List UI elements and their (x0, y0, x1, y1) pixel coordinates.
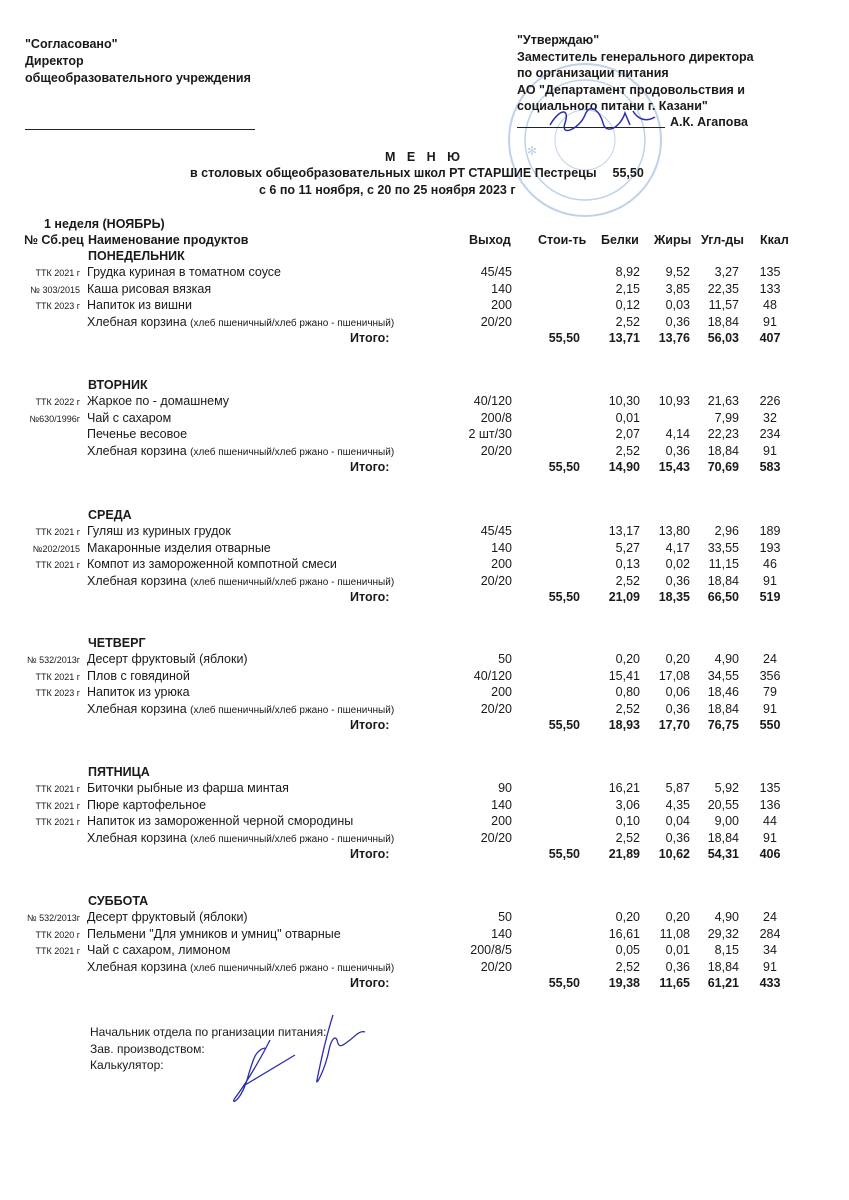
kcal-value: 356 (759, 668, 781, 683)
carbs-value: 4,90 (714, 910, 739, 924)
day-header-row (0, 765, 849, 781)
table-row (0, 315, 849, 331)
department-label-cont: социального питани г. Казани" (517, 99, 708, 113)
subtitle-text: в столовых общеобразовательных школ РТ СТАРШИЕ Пестрецы (190, 166, 597, 180)
table-row (0, 781, 849, 797)
total-cost: 55,50 (548, 847, 580, 861)
kcal-value: 133 (759, 281, 781, 296)
bread-note: (хлеб пшеничный/хлеб ржано - пшеничный) (190, 833, 395, 845)
total-row (0, 460, 849, 476)
total-carbs: 54,31 (707, 847, 739, 861)
protein-value: 2,52 (615, 830, 640, 845)
portion-output: 45/45 (480, 524, 512, 538)
protein-value: 0,05 (615, 943, 640, 957)
total-fat: 11,65 (659, 976, 690, 990)
total-kcal: 550 (759, 718, 781, 732)
protein-value: 10,30 (608, 394, 640, 408)
carbs-value: 18,84 (707, 314, 739, 329)
recipe-code: ТТК 2022 г (35, 397, 80, 407)
day-title: СУББОТА (88, 894, 149, 908)
dish-name: Биточки рыбные из фарша минтая (87, 781, 289, 795)
total-protein: 21,09 (608, 590, 640, 604)
portion-output: 50 (498, 652, 512, 666)
total-kcal: 407 (759, 331, 781, 345)
table-row (0, 411, 849, 427)
total-carbs: 70,69 (707, 460, 739, 474)
dish-name: Пюре картофельное (87, 797, 207, 812)
fat-value: 0,04 (665, 814, 690, 828)
portion-output: 40/120 (473, 394, 512, 408)
day-header-row (0, 894, 849, 910)
fat-value: 4,35 (665, 797, 690, 812)
kcal-value: 48 (763, 298, 777, 312)
table-row (0, 282, 849, 298)
portion-output: 20/20 (480, 959, 512, 974)
recipe-code: ТТК 2023 г (35, 301, 80, 311)
total-fat: 10,62 (658, 847, 690, 861)
kcal-value: 193 (759, 540, 781, 555)
portion-output: 200 (491, 814, 512, 828)
kcal-value: 46 (763, 557, 777, 571)
fat-value: 11,08 (659, 926, 690, 941)
protein-value: 0,13 (615, 557, 640, 571)
fat-value: 0,36 (665, 959, 690, 974)
total-carbs: 61,21 (707, 976, 739, 990)
svg-text:✻: ✻ (527, 144, 538, 158)
dish-name: Гуляш из куриных грудок (87, 524, 231, 538)
fat-value: 13,80 (658, 524, 690, 538)
fat-value: 0,36 (665, 314, 690, 329)
total-carbs: 66,50 (707, 590, 739, 604)
week-label: 1 неделя (НОЯБРЬ) (44, 217, 165, 231)
dish-name: Макаронные изделия отварные (87, 540, 271, 555)
recipe-code: ТТК 2021 г (35, 800, 80, 811)
fat-value: 3,85 (665, 281, 690, 296)
day-header-row (0, 249, 849, 265)
date-range: с 6 по 11 ноября, с 20 по 25 ноября 2023 г (259, 183, 516, 197)
recipe-code: ТТК 2020 г (35, 929, 80, 940)
kcal-value: 24 (763, 910, 777, 924)
table-row (0, 960, 849, 976)
portion-output: 90 (498, 781, 512, 795)
document-title: М Е Н Ю (384, 150, 465, 164)
total-cost: 55,50 (548, 590, 580, 604)
total-fat: 13,76 (658, 331, 690, 345)
recipe-code: ТТК 2023 г (35, 688, 80, 698)
total-label: Итого: (350, 847, 390, 861)
carbs-value: 33,55 (707, 540, 739, 555)
recipe-code: ТТК 2021 г (35, 784, 80, 794)
day-header-row (0, 378, 849, 394)
total-label: Итого: (350, 460, 390, 474)
dish-name: Плов с говядиной (87, 668, 190, 683)
col-header-fat: Жиры (654, 233, 692, 247)
approval-block-left (25, 36, 251, 87)
portion-output: 45/45 (480, 265, 512, 279)
total-kcal: 433 (759, 976, 781, 990)
signature-line-left (25, 129, 255, 130)
portion-output: 140 (491, 797, 512, 812)
approver-signature-icon (545, 103, 665, 133)
protein-value: 0,20 (615, 652, 640, 666)
table-row (0, 427, 849, 443)
fat-value: 9,52 (665, 265, 690, 279)
col-header-cost: Стои-ть (538, 233, 587, 247)
protein-value: 2,15 (615, 281, 640, 296)
carbs-value: 18,84 (707, 443, 739, 458)
fat-value: 0,36 (665, 573, 690, 588)
fat-value: 0,02 (665, 557, 690, 571)
recipe-code: № 303/2015 (30, 284, 80, 295)
carbs-value: 20,55 (707, 797, 739, 812)
protein-value: 2,52 (615, 959, 640, 974)
total-fat: 15,43 (658, 460, 690, 474)
document-subtitle (190, 166, 644, 180)
table-row (0, 669, 849, 685)
portion-output: 20/20 (480, 314, 512, 329)
table-row (0, 943, 849, 959)
recipe-code: ТТК 2021 г (35, 560, 80, 570)
total-label: Итого: (350, 331, 390, 345)
kcal-value: 34 (763, 943, 777, 957)
bread-note: (хлеб пшеничный/хлеб ржано - пшеничный) (190, 704, 395, 716)
fat-value: 0,03 (665, 298, 690, 312)
table-row (0, 652, 849, 668)
dish-name: Компот из замороженной компотной смеси (87, 557, 337, 571)
day-header-row (0, 636, 849, 652)
carbs-value: 18,84 (707, 701, 739, 716)
col-header-output: Выход (469, 233, 511, 247)
recipe-code: № 532/2013г (27, 655, 80, 665)
fat-value: 4,14 (665, 427, 690, 441)
portion-output: 140 (491, 540, 512, 555)
protein-value: 2,52 (615, 314, 640, 329)
total-carbs: 56,03 (707, 331, 739, 345)
handwritten-signatures-icon (225, 1010, 385, 1110)
table-row (0, 394, 849, 410)
table-row (0, 927, 849, 943)
total-protein: 19,38 (608, 976, 640, 990)
kcal-value: 91 (763, 701, 777, 716)
protein-value: 0,20 (615, 910, 640, 924)
portion-output: 20/20 (480, 443, 512, 458)
total-cost: 55,50 (548, 976, 580, 990)
fat-value: 4,17 (665, 540, 690, 555)
col-header-carbs: Угл-ды (701, 233, 744, 247)
subtitle-price: 55,50 (612, 166, 644, 180)
carbs-value: 18,46 (707, 685, 739, 699)
carbs-value: 18,84 (707, 830, 739, 845)
fat-value: 10,93 (658, 394, 690, 408)
recipe-code: ТТК 2021 г (35, 946, 80, 956)
fat-value: 0,01 (665, 943, 690, 957)
col-header-name: Наименование продуктов (88, 233, 249, 247)
total-carbs: 76,75 (707, 718, 739, 732)
table-row (0, 444, 849, 460)
carbs-value: 9,00 (714, 814, 739, 828)
table-row (0, 265, 849, 281)
protein-value: 2,52 (615, 701, 640, 716)
kcal-value: 135 (759, 265, 781, 279)
carbs-value: 2,96 (714, 524, 739, 538)
total-cost: 55,50 (548, 460, 580, 474)
table-row (0, 798, 849, 814)
total-kcal: 406 (759, 847, 781, 861)
kcal-value: 91 (763, 314, 777, 329)
carbs-value: 11,57 (708, 298, 739, 312)
department-label: АО "Департамент продовольствия и (517, 82, 745, 97)
portion-output: 200/8 (480, 410, 512, 425)
recipe-code: №630/1996г (29, 413, 80, 424)
table-row (0, 910, 849, 926)
day-title: ПЯТНИЦА (88, 765, 150, 779)
total-cost: 55,50 (548, 331, 580, 345)
director-label: Директор (25, 54, 84, 68)
portion-output: 200 (491, 685, 512, 699)
dish-name: Хлебная корзина (хлеб пшеничный/хлеб ржано - пшеничный) (87, 443, 395, 458)
total-kcal: 519 (759, 590, 781, 604)
dish-name: Жаркое по - домашнему (87, 394, 230, 408)
fat-value: 17,08 (658, 668, 690, 683)
total-row (0, 718, 849, 734)
carbs-value: 7,99 (714, 410, 739, 425)
protein-value: 0,10 (615, 814, 640, 828)
carbs-value: 3,27 (714, 265, 739, 279)
dish-name: Хлебная корзина (хлеб пшеничный/хлеб ржано - пшеничный) (87, 959, 395, 974)
kcal-value: 226 (759, 394, 781, 408)
recipe-code: № 532/2013г (27, 913, 80, 923)
dish-name: Десерт фруктовый (яблоки) (87, 910, 248, 924)
dish-name: Хлебная корзина (хлеб пшеничный/хлеб ржано - пшеничный) (87, 314, 395, 329)
dish-name: Напиток из замороженной черной смородины (87, 814, 354, 828)
carbs-value: 21,63 (707, 394, 739, 408)
portion-output: 20/20 (480, 701, 512, 716)
fat-value: 0,20 (665, 910, 690, 924)
footer-calculator: Калькулятор: (90, 1058, 164, 1072)
total-protein: 18,93 (608, 718, 640, 732)
dish-name: Десерт фруктовый (яблоки) (87, 652, 248, 666)
fat-value: 0,36 (665, 830, 690, 845)
bread-note: (хлеб пшеничный/хлеб ржано - пшеничный) (190, 962, 395, 974)
recipe-code: ТТК 2021 г (35, 817, 80, 827)
kcal-value: 135 (759, 781, 781, 795)
recipe-code: ТТК 2021 г (35, 268, 80, 278)
dish-name: Каша рисовая вязкая (87, 281, 212, 296)
portion-output: 200 (491, 298, 512, 312)
approver-name: А.К. Агапова (670, 115, 748, 129)
day-title: СРЕДА (88, 508, 132, 522)
dish-name: Хлебная корзина (хлеб пшеничный/хлеб ржано - пшеничный) (87, 830, 395, 845)
fat-value: 0,20 (665, 652, 690, 666)
kcal-value: 91 (763, 573, 777, 588)
table-row (0, 702, 849, 718)
total-row (0, 847, 849, 863)
carbs-value: 18,84 (707, 959, 739, 974)
carbs-value: 5,92 (714, 781, 739, 795)
carbs-value: 8,15 (714, 943, 739, 957)
day-title: ВТОРНИК (88, 378, 148, 392)
table-row (0, 298, 849, 314)
total-label: Итого: (350, 590, 390, 604)
portion-output: 40/120 (473, 668, 512, 683)
total-protein: 14,90 (608, 460, 640, 474)
total-fat: 17,70 (658, 718, 690, 732)
dish-name: Грудка куриная в томатном соусе (87, 265, 282, 279)
portion-output: 140 (491, 926, 512, 941)
total-row (0, 590, 849, 606)
protein-value: 0,80 (615, 685, 640, 699)
institution-label: общеобразовательного учреждения (25, 71, 251, 85)
dish-name: Пельмени "Для умников и умниц" отварные (87, 926, 341, 941)
table-row (0, 831, 849, 847)
table-row (0, 685, 849, 701)
table-row (0, 541, 849, 557)
carbs-value: 11,15 (708, 557, 739, 571)
kcal-value: 91 (763, 443, 777, 458)
portion-output: 20/20 (480, 830, 512, 845)
dish-name: Чай с сахаром (87, 410, 172, 425)
fat-value: 0,06 (665, 685, 690, 699)
fat-value: 5,87 (665, 781, 690, 795)
total-protein: 21,89 (608, 847, 640, 861)
col-header-protein: Белки (601, 233, 639, 247)
kcal-value: 136 (759, 797, 781, 812)
dish-name: Чай с сахаром, лимоном (87, 943, 231, 957)
kcal-value: 24 (763, 652, 777, 666)
table-row (0, 814, 849, 830)
protein-value: 0,12 (615, 298, 640, 312)
carbs-value: 29,32 (707, 926, 739, 941)
deputy-director-label: Заместитель генерального директора (517, 49, 754, 64)
fat-value: 0,36 (665, 443, 690, 458)
table-row (0, 574, 849, 590)
kcal-value: 189 (759, 524, 781, 538)
table-row (0, 557, 849, 573)
carbs-value: 22,35 (707, 281, 739, 296)
total-label: Итого: (350, 718, 390, 732)
recipe-code: №202/2015 (32, 543, 80, 554)
total-cost: 55,50 (548, 718, 580, 732)
total-kcal: 583 (759, 460, 781, 474)
kcal-value: 91 (763, 959, 777, 974)
footer-production-manager: Зав. производством: (90, 1041, 205, 1056)
fat-value: 0,36 (665, 701, 690, 716)
portion-output: 20/20 (480, 573, 512, 588)
portion-output: 50 (498, 910, 512, 924)
recipe-code: ТТК 2021 г (35, 671, 80, 682)
catering-org-label: по организации питания (517, 66, 669, 80)
kcal-value: 79 (763, 685, 777, 699)
protein-value: 2,52 (615, 443, 640, 458)
carbs-value: 34,55 (707, 668, 739, 683)
approve-label: "Утверждаю" (517, 33, 600, 47)
dish-name: Напиток из вишни (87, 298, 192, 312)
protein-value: 0,01 (615, 410, 640, 425)
bread-note: (хлеб пшеничный/хлеб ржано - пшеничный) (190, 576, 395, 588)
protein-value: 16,21 (608, 781, 640, 795)
protein-value: 3,06 (615, 797, 640, 812)
total-fat: 18,35 (658, 590, 690, 604)
protein-value: 2,52 (615, 573, 640, 588)
day-title: ПОНЕДЕЛЬНИК (88, 249, 185, 263)
dish-name: Печенье весовое (87, 427, 188, 441)
total-label: Итого: (350, 976, 390, 990)
total-row (0, 976, 849, 992)
recipe-code: ТТК 2021 г (35, 527, 80, 537)
col-header-kcal: Ккал (760, 233, 789, 247)
protein-value: 13,17 (608, 524, 640, 538)
dish-name: Хлебная корзина (хлеб пшеничный/хлеб ржано - пшеничный) (87, 573, 395, 588)
carbs-value: 18,84 (707, 573, 739, 588)
kcal-value: 284 (759, 926, 781, 941)
carbs-value: 22,23 (707, 427, 739, 441)
kcal-value: 91 (763, 830, 777, 845)
portion-output: 200 (491, 557, 512, 571)
day-title: ЧЕТВЕРГ (88, 636, 146, 650)
protein-value: 5,27 (615, 540, 640, 555)
protein-value: 8,92 (615, 265, 640, 279)
total-row (0, 331, 849, 347)
protein-value: 2,07 (615, 427, 640, 441)
carbs-value: 4,90 (714, 652, 739, 666)
agreed-label: "Согласовано" (25, 37, 118, 51)
protein-value: 16,61 (608, 926, 640, 941)
col-header-code: № Сб.рец (24, 233, 84, 247)
dish-name: Напиток из урюка (87, 685, 190, 699)
kcal-value: 234 (759, 427, 781, 441)
total-protein: 13,71 (608, 331, 640, 345)
kcal-value: 32 (763, 410, 777, 425)
footer-head-of-dept: Начальник отдела по рганизации питания: (90, 1025, 327, 1039)
portion-output: 2 шт/30 (468, 427, 512, 441)
table-row (0, 524, 849, 540)
day-header-row (0, 508, 849, 524)
portion-output: 200/8/5 (470, 943, 512, 957)
kcal-value: 44 (763, 814, 777, 828)
portion-output: 140 (491, 281, 512, 296)
dish-name: Хлебная корзина (хлеб пшеничный/хлеб ржано - пшеничный) (87, 701, 395, 716)
bread-note: (хлеб пшеничный/хлеб ржано - пшеничный) (190, 317, 395, 329)
protein-value: 15,41 (608, 668, 640, 683)
bread-note: (хлеб пшеничный/хлеб ржано - пшеничный) (190, 446, 395, 458)
